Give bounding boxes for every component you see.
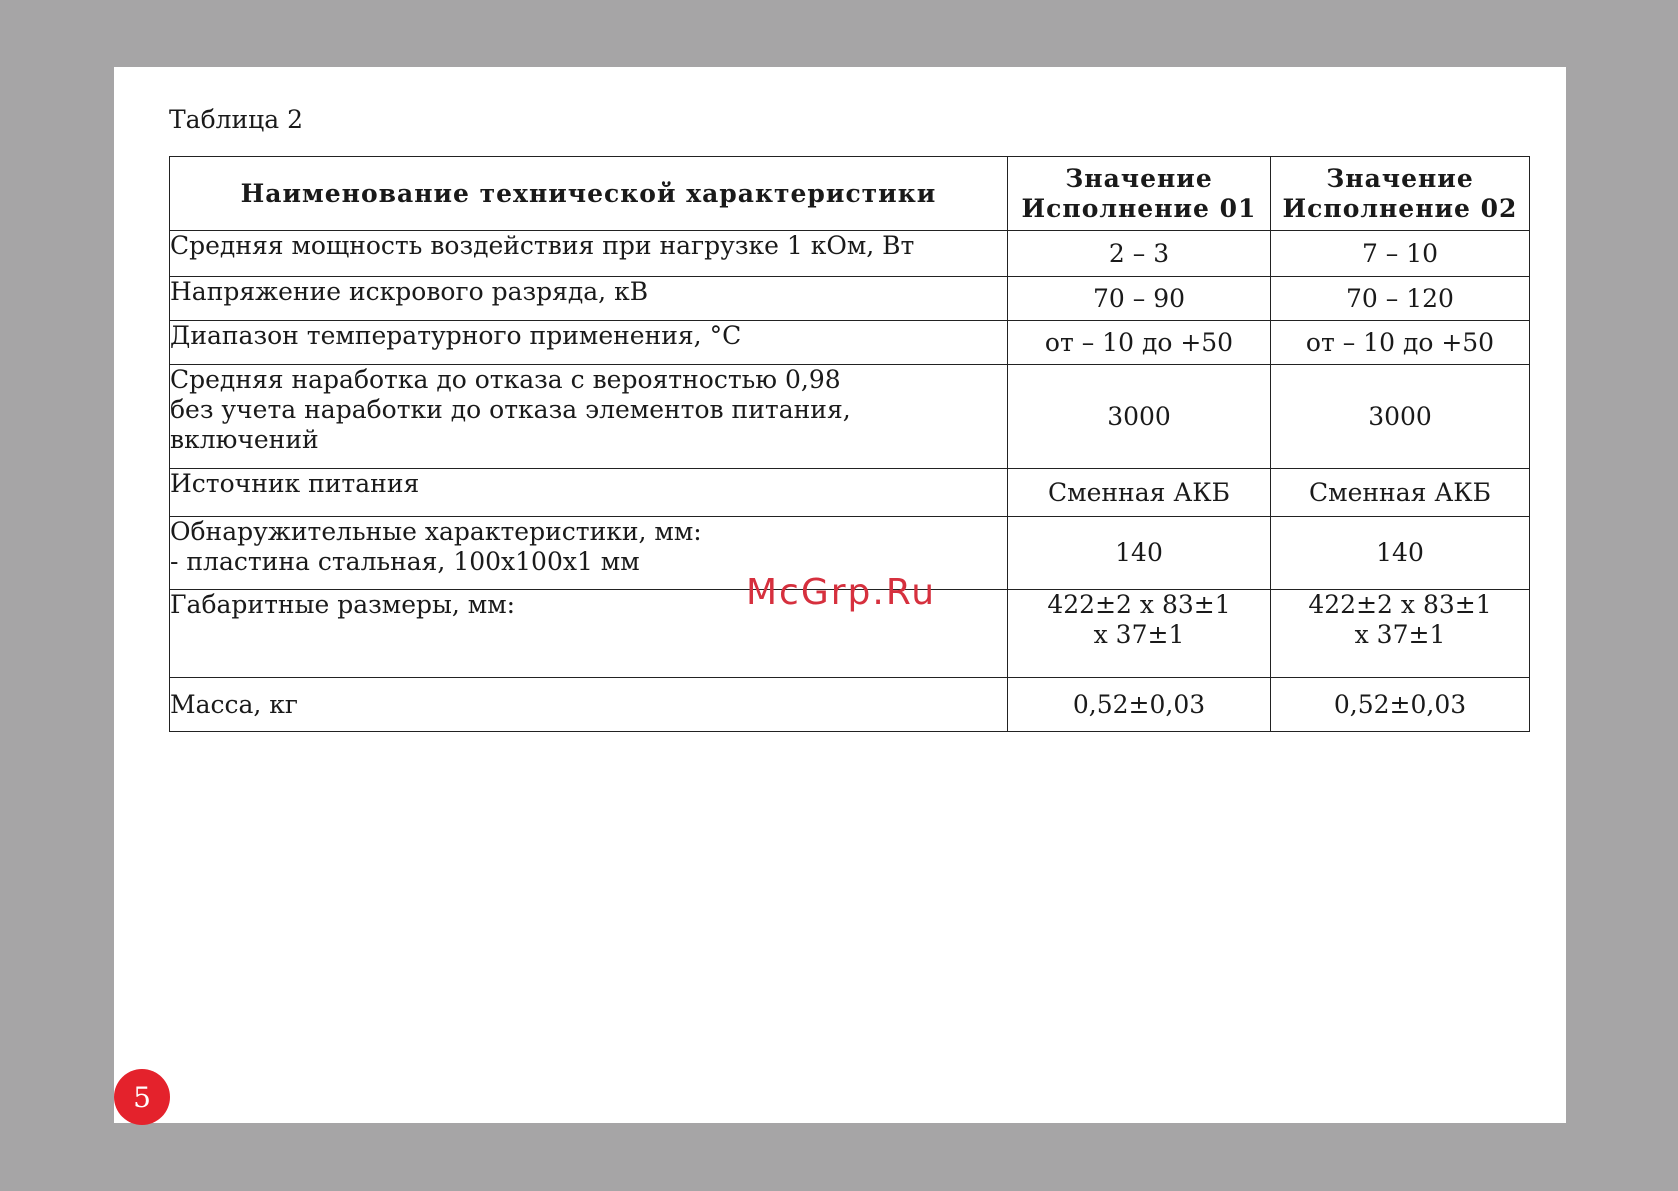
row-name: Масса, кг xyxy=(170,678,1008,732)
table-row xyxy=(170,277,1530,321)
row-name: Габаритные размеры, мм: xyxy=(170,590,1008,678)
row-value-01: 70 – 90 xyxy=(1008,277,1271,321)
row-value-02: 7 – 10 xyxy=(1271,231,1530,277)
table-row xyxy=(170,231,1530,277)
row-name: Средняя мощность воздействия при нагрузке 1 кОм, Вт xyxy=(170,231,1008,277)
row-name: Диапазон температурного применения, °С xyxy=(170,321,1008,365)
table-row xyxy=(170,678,1530,732)
page-number-badge: 5 xyxy=(114,1069,170,1125)
spec-table xyxy=(169,156,1530,732)
header-version-02: Значение Исполнение 02 xyxy=(1271,157,1530,231)
row-value-02: 422±2 х 83±1 х 37±1 xyxy=(1271,590,1530,678)
header-version-01: Значение Исполнение 01 xyxy=(1008,157,1271,231)
row-value-02: Сменная АКБ xyxy=(1271,469,1530,517)
row-value-02: 0,52±0,03 xyxy=(1271,678,1530,732)
row-value-01: 140 xyxy=(1008,517,1271,590)
row-name: Средняя наработка до отказа с вероятностью 0,98 без учета наработки до отказа элементов питания, включений xyxy=(170,365,1008,469)
header-characteristic: Наименование технической характеристики xyxy=(170,157,1008,231)
row-value-02: от – 10 до +50 xyxy=(1271,321,1530,365)
table-row xyxy=(170,365,1530,469)
row-value-02: 140 xyxy=(1271,517,1530,590)
table-header-row xyxy=(170,157,1530,231)
table-row xyxy=(170,469,1530,517)
row-value-01: от – 10 до +50 xyxy=(1008,321,1271,365)
row-value-01: 0,52±0,03 xyxy=(1008,678,1271,732)
row-value-01: 422±2 х 83±1 х 37±1 xyxy=(1008,590,1271,678)
row-name: Обнаружительные характеристики, мм: - пластина стальная, 100х100х1 мм xyxy=(170,517,1008,590)
row-value-02: 3000 xyxy=(1271,365,1530,469)
row-name: Источник питания xyxy=(170,469,1008,517)
table-row xyxy=(170,321,1530,365)
row-value-01: 2 – 3 xyxy=(1008,231,1271,277)
row-value-02: 70 – 120 xyxy=(1271,277,1530,321)
row-value-01: 3000 xyxy=(1008,365,1271,469)
row-name: Напряжение искрового разряда, кВ xyxy=(170,277,1008,321)
watermark-text: McGrp.Ru xyxy=(746,572,937,613)
table-caption: Таблица 2 xyxy=(169,105,304,134)
row-value-01: Сменная АКБ xyxy=(1008,469,1271,517)
